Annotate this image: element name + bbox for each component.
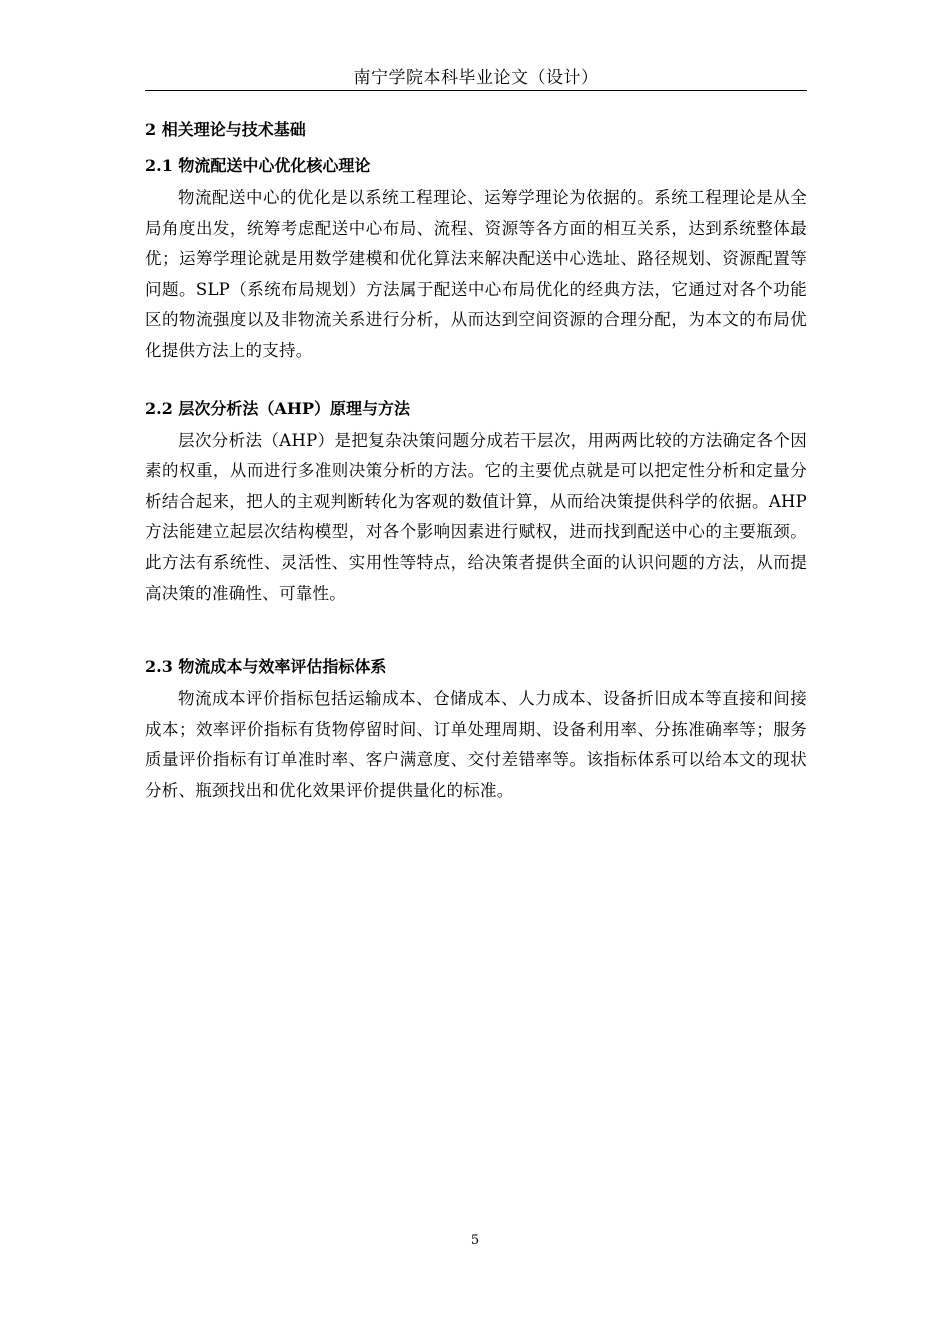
chapter-heading: 2 相关理论与技术基础: [145, 120, 306, 139]
header-rule: [145, 90, 807, 91]
section-heading-2-2: 2.2 层次分析法（AHP）原理与方法: [145, 398, 410, 418]
section-body-2-1: 物流配送中心的优化是以系统工程理论、运筹学理论为依据的。系统工程理论是从全局角度出发，统筹考虑配送中心布局、流程、资源等各方面的相互关系，达到系统整体最优；运筹学理论就是用数学建模和优化算法来解决配送中心选址、路径规划、资源配置等问题。SLP（系统布局规划）方法属于配送中心布局优化的经典方法，它通过对各个功能区的物流强度以及非物流关系进行分析，从而达到空间资源的合理分配，为本文的布局优化提供方法上的支持。: [145, 188, 807, 360]
page-number: 5: [470, 1233, 480, 1248]
section-spacer: [145, 367, 807, 396]
section-body-2-2: 层次分析法（AHP）是把复杂决策问题分成若干层次，用两两比较的方法确定各个因素的权重，从而进行多准则决策分析的方法。它的主要优点就是可以把定性分析和定量分析结合起来，把人的主观判断转化为客观的数值计算，从而给决策提供科学的依据。AHP方法能建立起层次结构模型，对各个影响因素进行赋权，进而找到配送中心的主要瓶颈。此方法有系统性、灵活性、实用性等特点，给决策者提供全面的认识问题的方法，从而提高决策的准确性、可靠性。: [145, 430, 807, 603]
section-spacer: [145, 609, 807, 654]
section-heading-2-1: 2.1 物流配送中心优化核心理论: [145, 156, 371, 175]
page-content: [145, 117, 807, 807]
section-body-2-3: 物流成本评价指标包括运输成本、仓储成本、人力成本、设备折旧成本等直接和间接成本；效率评价指标有货物停留时间、订单处理周期、设备利用率、分拣准确率等；服务质量评价指标有订单准时率、客户满意度、交付差错率等。该指标体系可以给本文的现状分析、瓶颈找出和优化效果评价提供量化的标准。: [145, 689, 807, 800]
section-heading-2-3: 2.3 物流成本与效率评估指标体系: [145, 657, 387, 677]
running-header: 南宁学院本科毕业论文（设计）: [353, 68, 599, 88]
